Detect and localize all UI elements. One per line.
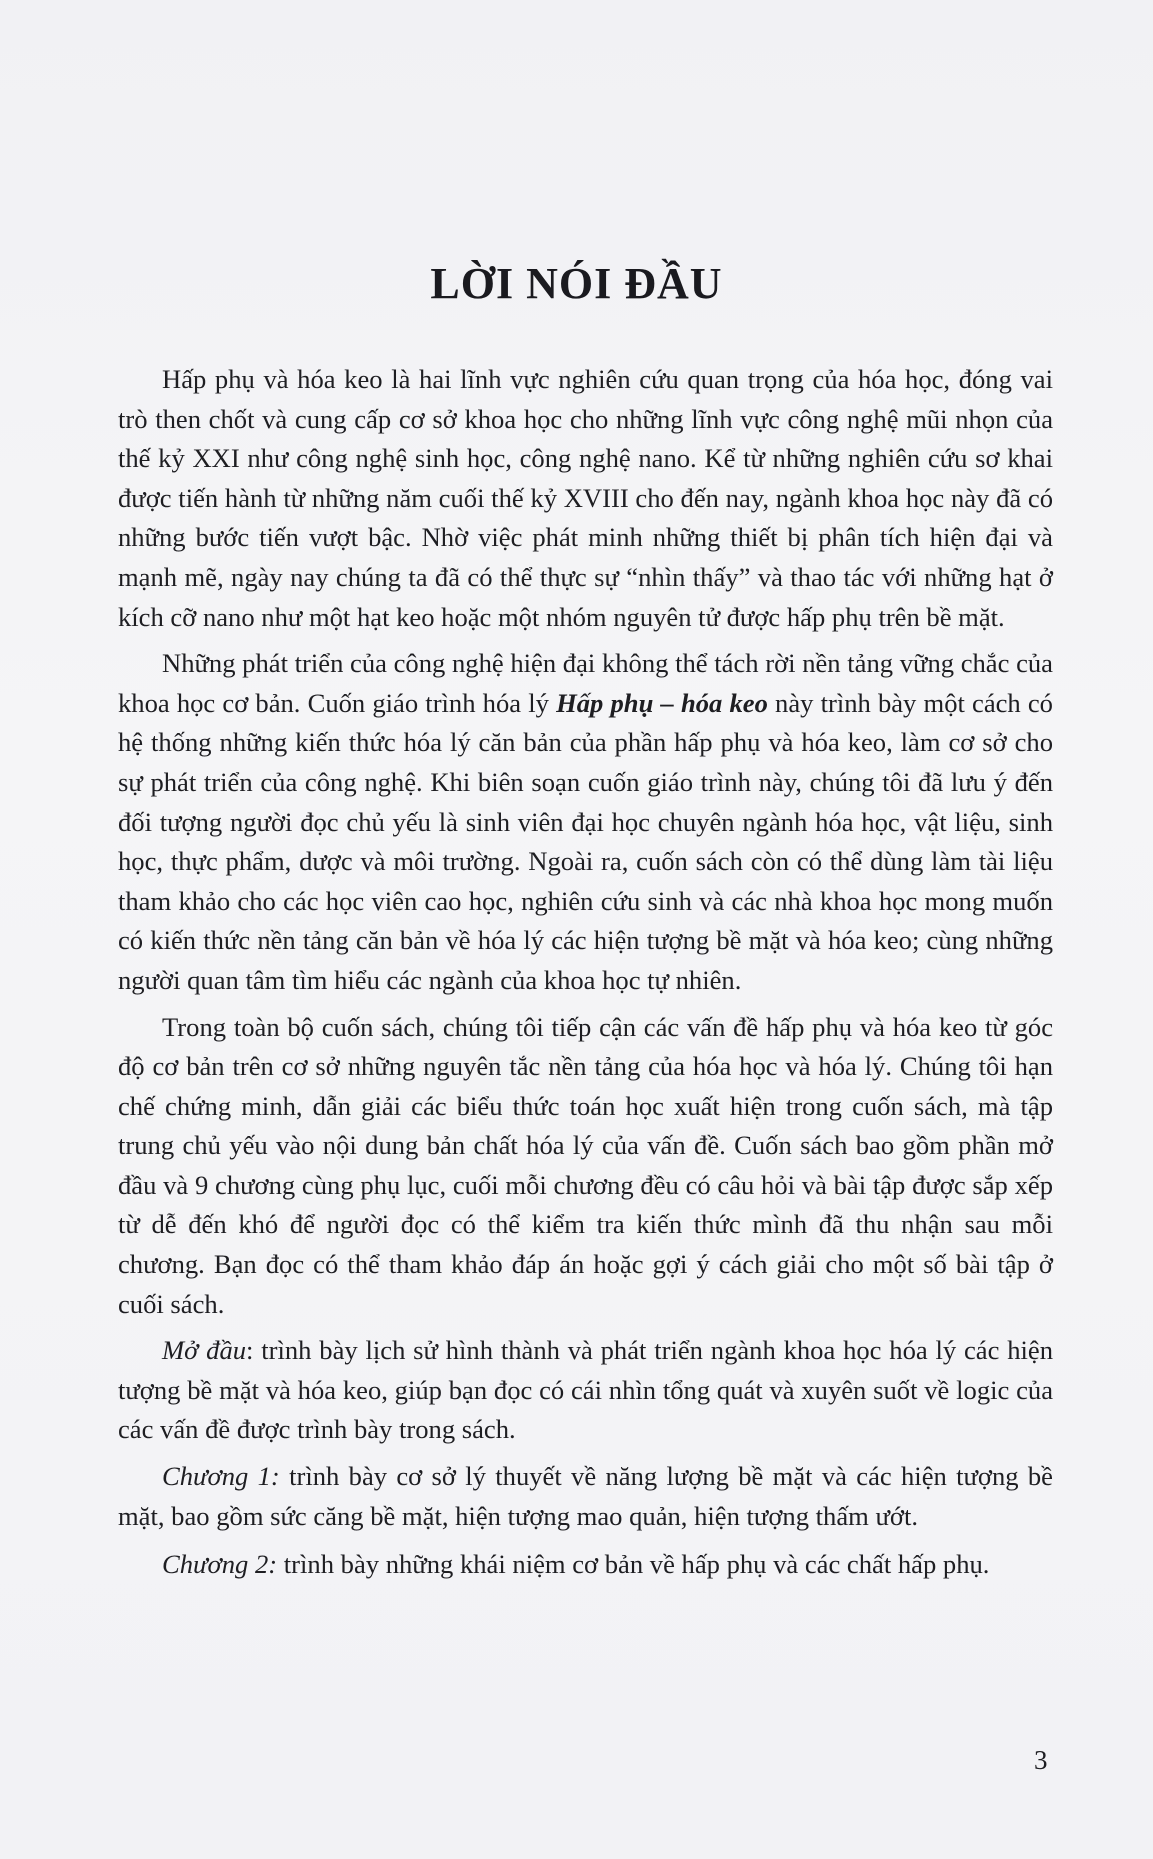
paragraph-approach bbox=[118, 1008, 1053, 1325]
paragraph-textbook-before: Những phát triển của công nghệ hiện đại không thể tách rời nền tảng vững chắc của khoa học cơ bản. Cuốn giáo trình hóa lý bbox=[118, 648, 1053, 718]
paragraph-textbook-after: này trình bày một cách có hệ thống những kiến thức hóa lý căn bản của phần hấp phụ và hóa keo, làm cơ sở cho sự phát triển của công nghệ. Khi biên soạn cuốn giáo trình này, chúng tôi đã lưu ý đến đối tượng người đọc chủ yếu là sinh viên đại học chuyên ngành hóa học, vật liệu, sinh học, thực phẩm, dược và môi trường. Ngoài ra, cuốn sách còn có thể dùng làm tài liệu tham khảo cho các học viên cao học, nghiên cứu sinh và các nhà khoa học mong muốn có kiến thức nền tảng căn bản về hóa lý các hiện tượng bề mặt và hóa keo; cùng những người quan tâm tìm hiểu các ngành của khoa học tự nhiên. bbox=[118, 687, 1053, 995]
label-chuong-2: Chương 2: bbox=[162, 1549, 278, 1580]
page-title: LỜI NÓI ĐẦU bbox=[430, 259, 723, 308]
label-chuong-1: Chương 1: bbox=[162, 1461, 280, 1492]
paragraph-chapter-2-text: trình bày những khái niệm cơ bản về hấp phụ và các chất hấp phụ. bbox=[277, 1549, 990, 1580]
paragraph-introduction-chapter-text: : trình bày lịch sử hình thành và phát triển ngành khoa học hóa lý các hiện tượng bề mặt và hóa keo, giúp bạn đọc có cái nhìn tổng quát và xuyên suốt về logic của các vấn đề được trình bày trong sách. bbox=[118, 1335, 1053, 1445]
paragraph-intro bbox=[118, 360, 1053, 637]
paragraph-chapter-2 bbox=[118, 1545, 1053, 1585]
preface-body bbox=[118, 360, 1053, 1592]
paragraph-chapter-1 bbox=[118, 1457, 1053, 1536]
page-number: 3 bbox=[1034, 1745, 1048, 1775]
paragraph-chapter-1-text: trình bày cơ sở lý thuyết về năng lượng bề mặt và các hiện tượng bề mặt, bao gồm sức căng bề mặt, hiện tượng mao quản, hiện tượng thấm ướt. bbox=[118, 1461, 1053, 1531]
paragraph-approach-text: Trong toàn bộ cuốn sách, chúng tôi tiếp cận các vấn đề hấp phụ và hóa keo từ góc độ cơ bản trên cơ sở những nguyên tắc nền tảng của hóa học và hóa lý. Chúng tôi hạn chế chứng minh, dẫn giải các biểu thức toán học xuất hiện trong cuốn sách, mà tập trung chủ yếu vào nội dung bản chất hóa lý của vấn đề. Cuốn sách bao gồm phần mở đầu và 9 chương cùng phụ lục, cuối mỗi chương đều có câu hỏi và bài tập được sắp xếp từ dễ đến khó để người đọc có thể kiểm tra kiến thức mình đã thu nhận sau mỗi chương. Bạn đọc có thể tham khảo đáp án hoặc gợi ý cách giải cho một số bài tập ở cuối sách. bbox=[118, 1011, 1053, 1319]
paragraph-textbook bbox=[118, 644, 1053, 1000]
paragraph-introduction-chapter bbox=[118, 1331, 1053, 1450]
label-mo-dau: Mở đầu bbox=[162, 1335, 247, 1366]
paragraph-intro-text: Hấp phụ và hóa keo là hai lĩnh vực nghiên cứu quan trọng của hóa học, đóng vai trò then chốt và cung cấp cơ sở khoa học cho những lĩnh vực công nghệ mũi nhọn của thế kỷ XXI như công nghệ sinh học, công nghệ nano. Kể từ những nghiên cứu sơ khai được tiến hành từ những năm cuối thế kỷ XVIII cho đến nay, ngành khoa học này đã có những bước tiến vượt bậc. Nhờ việc phát minh những thiết bị phân tích hiện đại và mạnh mẽ, ngày nay chúng ta đã có thể thực sự “nhìn thấy” và thao tác với những hạt ở kích cỡ nano như một hạt keo hoặc một nhóm nguyên tử được hấp phụ trên bề mặt. bbox=[118, 364, 1053, 632]
book-title: Hấp phụ – hóa keo bbox=[556, 687, 768, 718]
